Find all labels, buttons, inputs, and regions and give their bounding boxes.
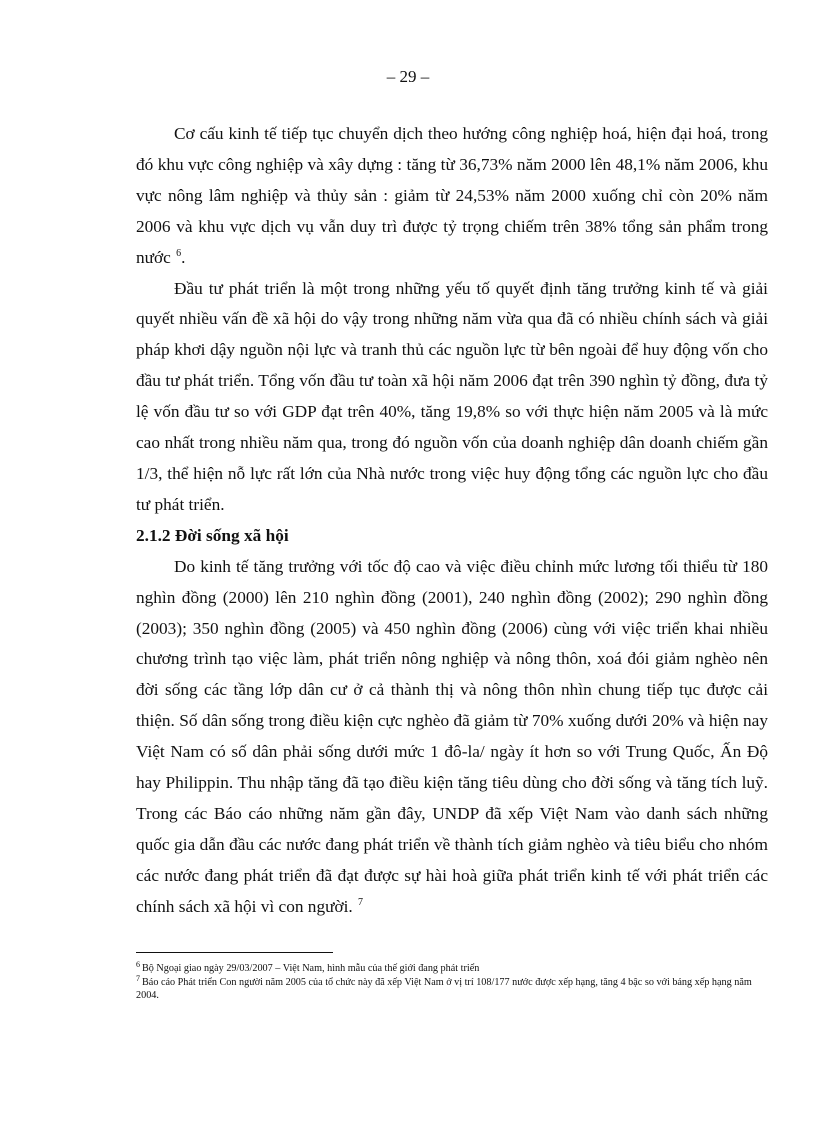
section-heading: 2.1.2 Đời sống xã hội — [136, 525, 289, 545]
footnote-ref-6: 6 — [176, 247, 182, 259]
page-number: – 29 – — [386, 67, 430, 86]
footnotes — [136, 962, 768, 1003]
paragraph-text: Đầu tư phát triển là một trong những yếu tố quyết định tăng trưởng kinh tế và giải quyết nhiều vấn đề xã hội do vậy trong những năm vừa qua đã có nhiều chính sách và giải pháp khơi dậy nguồn nội lực và tranh thủ các nguồn lực từ bên ngoài để huy động vốn cho đầu tư phát triển. Tổng vốn đầu tư toàn xã hội năm 2006 đạt trên 390 nghìn tỷ đồng, đưa tỷ lệ vốn đầu tư so với GDP đạt trên 40%, tăng 19,8% so với thực hiện năm 2005 và là mức cao nhất trong nhiều năm qua, trong đó nguồn vốn của doanh nghiệp dân doanh chiếm gần 1/3, thể hiện nỗ lực rất lớn của Nhà nước trong việc huy động tổng các nguồn lực cho đầu tư phát triển. — [136, 278, 768, 514]
footnote-text: Bộ Ngoại giao ngày 29/03/2007 – Việt Nam, hình mẫu của thế giới đang phát triển — [142, 963, 480, 974]
paragraph-text: Cơ cấu kinh tế tiếp tục chuyển dịch theo hướng công nghiệp hoá, hiện đại hoá, trong đó khu vực công nghiệp và xây dựng : tăng từ 36,73% năm 2000 lên 48,1% năm 2006, khu vực nông lâm nghiệp và thủy sản : giảm từ 24,53% năm 2000 xuống chỉ còn 20% năm 2006 và khu vực dịch vụ vẫn duy trì được tỷ trọng chiếm trên 38% tổng sản phẩm trong nước — [136, 124, 768, 267]
paragraph-social-life — [136, 552, 768, 923]
paragraph-investment — [136, 274, 768, 521]
footnote-separator — [136, 952, 333, 953]
paragraph-text: Do kinh tế tăng trưởng với tốc độ cao và việc điều chỉnh mức lương tối thiểu từ 180 nghìn đồng (2000) lên 210 nghìn đồng (2001), 240 nghìn đồng (2002); 290 nghìn đồng (2003); 350 nghìn đồng (2005) và 450 nghìn đồng (2006) cùng với việc triển khai nhiều chương trình tạo việc làm, phát triển nông nghiệp và nông thôn, xoá đói giảm nghèo nên đời sống các tầng lớp dân cư ở cả thành thị và nông thôn nhìn chung tiếp tục được cải thiện. Số dân sống trong điều kiện cực nghèo đã giảm từ 70% xuống dưới 20% và hiện nay Việt Nam có số dân phải sống dưới mức 1 đô-la/ ngày ít hơn so với Trung Quốc, Ấn Độ hay Philippin. Thu nhập tăng đã tạo điều kiện tăng tiêu dùng cho đời sống và tăng tích luỹ. Trong các Báo cáo những năm gần đây, UNDP đã xếp Việt Nam vào danh sách những quốc gia dẫn đầu các nước đang phát triển về thành tích giảm nghèo và tiêu biểu cho nhóm các nước đang phát triển đã đạt được sự hài hoà giữa phát triển kinh tế với phát triển các chính sách xã hội vì con người. — [136, 556, 768, 916]
body-text — [136, 119, 768, 923]
footnote-text: Báo cáo Phát triển Con người năm 2005 của tổ chức này đã xếp Việt Nam ở vị trí 108/177 nước được xếp hạng, tăng 4 bậc so với bảng xếp hạng năm 2004. — [136, 976, 752, 1001]
footnote-mark: 7 — [136, 973, 140, 983]
footnote-mark: 6 — [136, 960, 140, 969]
paragraph-economic-structure: Cơ cấu kinh tế tiếp tục chuyển dịch theo hướng công nghiệp hoá, hiện đại hoá, trong đó khu vực công nghiệp và xây dựng : tăng từ 36,73% năm 2000 lên 48,1% năm 2006, khu vực nông lâm nghiệp và thủy sản : giảm từ 24,53% năm 2000 xuống chỉ còn 20% năm 2006 và khu vực dịch vụ vẫn duy trì được tỷ trọng chiếm trên 38% tổng sản phẩm trong nước $^6$. — [136, 124, 768, 267]
footnote-6 — [136, 962, 768, 976]
footnote-ref-7: 7 — [358, 896, 364, 908]
footnote-7 — [136, 973, 768, 1003]
